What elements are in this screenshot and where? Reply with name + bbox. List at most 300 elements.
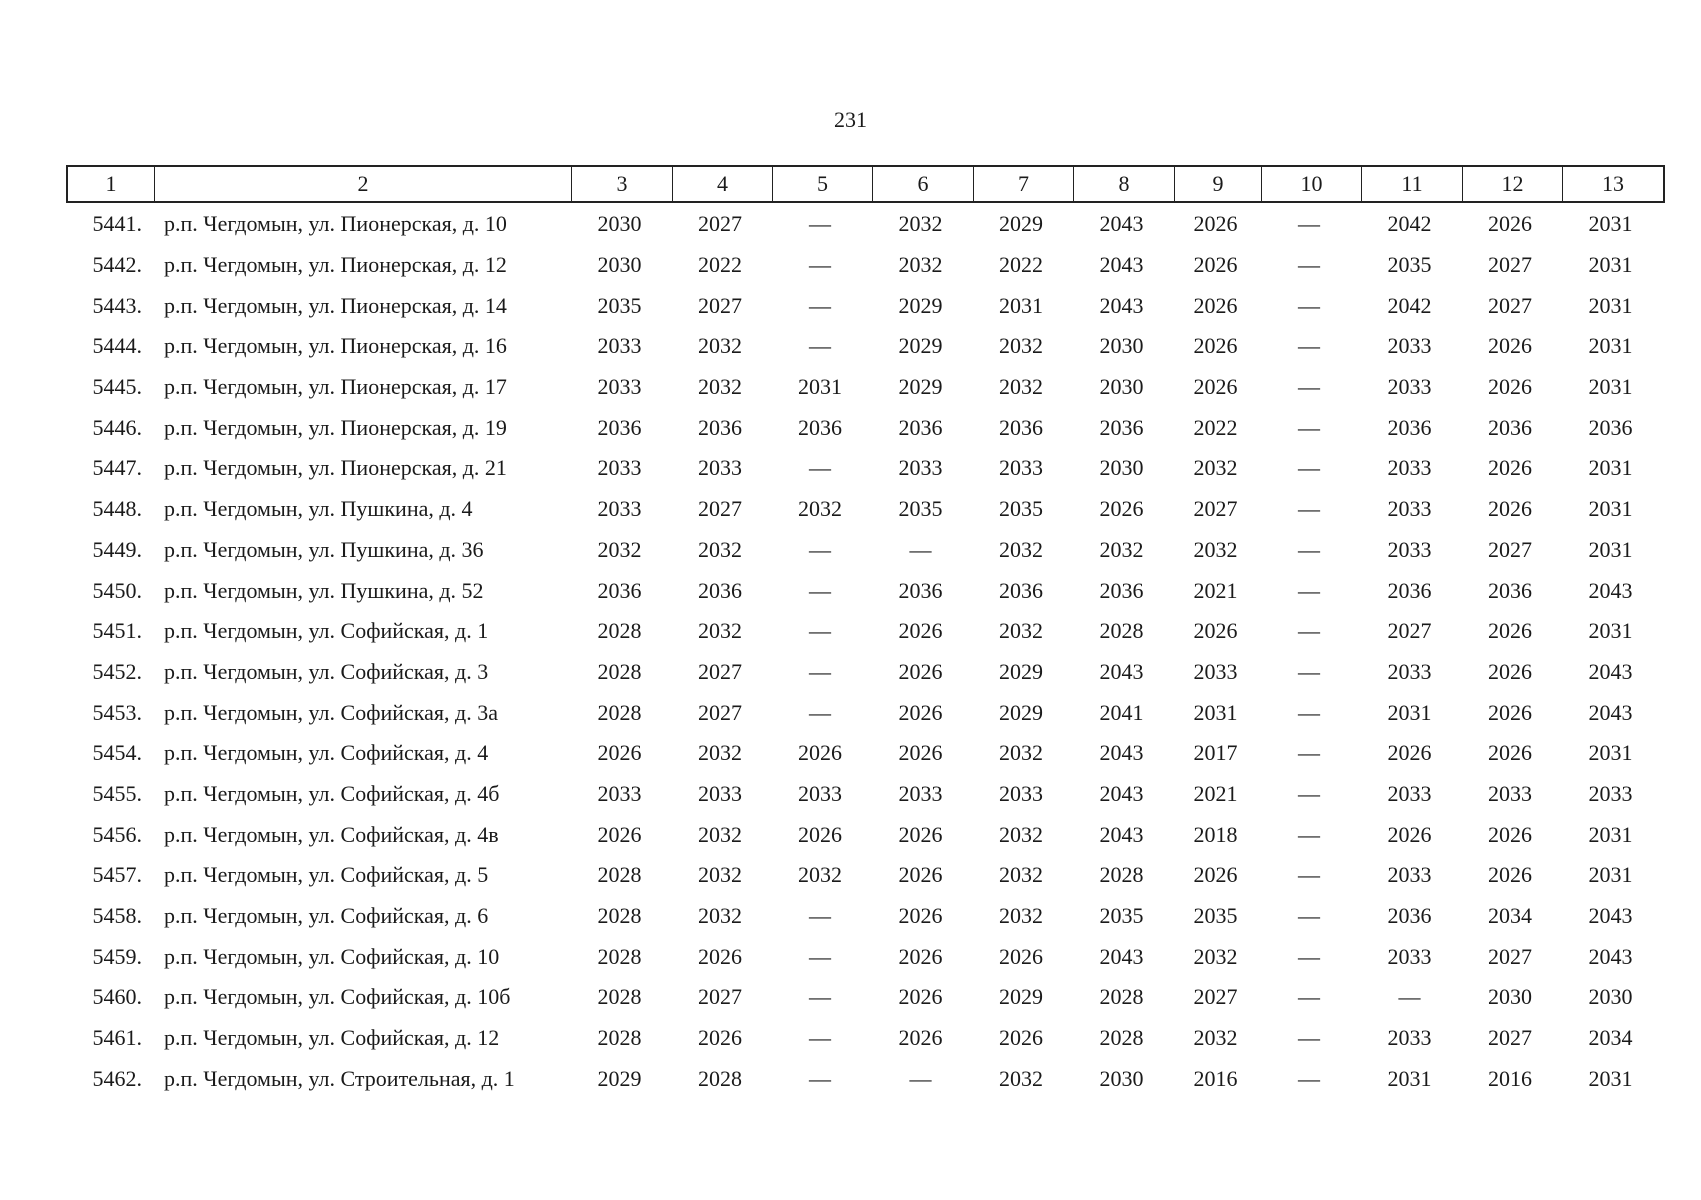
row-number: 5454. xyxy=(92,740,142,766)
cell-col-5: — xyxy=(809,984,831,1010)
row-address: р.п. Чегдомын, ул. Софийская, д. 4 xyxy=(164,740,489,766)
page-number: 231 xyxy=(834,107,867,132)
cell-col-13: 2033 xyxy=(1588,780,1633,806)
row-number: 5452. xyxy=(92,658,142,684)
cell-col-10: — xyxy=(1298,292,1320,318)
cell-col-12: 2034 xyxy=(1488,903,1532,929)
table-row xyxy=(66,1018,1661,1059)
cell-col-13: 2031 xyxy=(1588,211,1633,237)
cell-col-7: 2032 xyxy=(999,821,1043,847)
table-row xyxy=(66,326,1661,367)
cell-col-8: 2041 xyxy=(1099,699,1144,725)
cell-col-3: 2033 xyxy=(597,455,642,481)
cell-col-3: 2036 xyxy=(597,414,642,440)
cell-col-9: 2032 xyxy=(1193,536,1238,562)
cell-col-11: 2033 xyxy=(1387,496,1432,522)
cell-col-11: 2036 xyxy=(1387,577,1432,603)
cell-col-8: 2028 xyxy=(1099,862,1144,888)
cell-col-11: 2042 xyxy=(1387,211,1432,237)
cell-col-7: 2029 xyxy=(999,658,1043,684)
cell-col-13: 2031 xyxy=(1588,496,1633,522)
cell-col-7: 2026 xyxy=(999,1025,1043,1051)
column-header-4: 4 xyxy=(672,167,772,201)
cell-col-7: 2036 xyxy=(999,414,1043,440)
cell-col-9: 2026 xyxy=(1193,211,1238,237)
table-row xyxy=(66,530,1661,571)
cell-col-10: — xyxy=(1298,1025,1320,1051)
row-address: р.п. Чегдомын, ул. Софийская, д. 5 xyxy=(164,862,489,888)
table-row xyxy=(66,652,1661,693)
cell-col-12: 2026 xyxy=(1488,455,1532,481)
row-number: 5455. xyxy=(92,780,142,806)
column-header-7: 7 xyxy=(973,167,1073,201)
row-number: 5449. xyxy=(92,536,142,562)
row-number: 5443. xyxy=(92,292,142,318)
cell-col-3: 2028 xyxy=(597,984,642,1010)
row-number: 5441. xyxy=(92,211,142,237)
cell-col-7: 2029 xyxy=(999,984,1043,1010)
cell-col-13: 2030 xyxy=(1588,984,1633,1010)
cell-col-13: 2031 xyxy=(1588,740,1633,766)
cell-col-9: 2031 xyxy=(1193,699,1238,725)
cell-col-6: 2036 xyxy=(898,414,943,440)
cell-col-11: 2033 xyxy=(1387,943,1432,969)
cell-col-12: 2027 xyxy=(1488,1025,1532,1051)
cell-col-12: 2026 xyxy=(1488,862,1532,888)
cell-col-9: 2033 xyxy=(1193,658,1238,684)
cell-col-6: 2032 xyxy=(898,252,943,278)
cell-col-11: 2026 xyxy=(1387,821,1432,847)
cell-col-13: 2031 xyxy=(1588,821,1633,847)
cell-col-4: 2028 xyxy=(698,1065,742,1091)
cell-col-9: 2022 xyxy=(1193,414,1238,440)
row-address: р.п. Чегдомын, ул. Пионерская, д. 16 xyxy=(164,333,507,359)
cell-col-13: 2043 xyxy=(1588,943,1633,969)
table-row xyxy=(66,774,1661,815)
row-address: р.п. Чегдомын, ул. Пионерская, д. 17 xyxy=(164,374,507,400)
cell-col-8: 2043 xyxy=(1099,740,1144,766)
cell-col-5: 2036 xyxy=(798,414,842,440)
cell-col-3: 2028 xyxy=(597,1025,642,1051)
cell-col-12: 2027 xyxy=(1488,536,1532,562)
cell-col-13: 2031 xyxy=(1588,618,1633,644)
row-address: р.п. Чегдомын, ул. Пионерская, д. 10 xyxy=(164,211,507,237)
cell-col-13: 2043 xyxy=(1588,577,1633,603)
row-address: р.п. Чегдомын, ул. Пионерская, д. 19 xyxy=(164,414,507,440)
cell-col-7: 2032 xyxy=(999,903,1043,929)
cell-col-3: 2032 xyxy=(597,536,642,562)
cell-col-9: 2026 xyxy=(1193,618,1238,644)
table-row xyxy=(66,814,1661,855)
row-address: р.п. Чегдомын, ул. Софийская, д. 3а xyxy=(164,699,498,725)
cell-col-5: — xyxy=(809,1065,831,1091)
cell-col-3: 2028 xyxy=(597,903,642,929)
table-row xyxy=(66,245,1661,286)
cell-col-7: 2035 xyxy=(999,496,1043,522)
cell-col-10: — xyxy=(1298,780,1320,806)
column-header-5: 5 xyxy=(772,167,872,201)
cell-col-5: — xyxy=(809,1025,831,1051)
cell-col-5: — xyxy=(809,618,831,644)
cell-col-6: 2029 xyxy=(898,292,943,318)
cell-col-8: 2043 xyxy=(1099,252,1144,278)
cell-col-10: — xyxy=(1298,862,1320,888)
column-header-13: 13 xyxy=(1562,167,1663,201)
cell-col-9: 2032 xyxy=(1193,1025,1238,1051)
cell-col-7: 2032 xyxy=(999,1065,1043,1091)
cell-col-9: 2016 xyxy=(1193,1065,1238,1091)
cell-col-11: 2033 xyxy=(1387,780,1432,806)
cell-col-8: 2030 xyxy=(1099,333,1144,359)
cell-col-12: 2033 xyxy=(1488,780,1532,806)
cell-col-12: 2026 xyxy=(1488,658,1532,684)
cell-col-11: 2031 xyxy=(1387,1065,1432,1091)
cell-col-3: 2035 xyxy=(597,292,642,318)
cell-col-8: 2035 xyxy=(1099,903,1144,929)
cell-col-7: 2032 xyxy=(999,740,1043,766)
cell-col-10: — xyxy=(1298,333,1320,359)
cell-col-9: 2027 xyxy=(1193,496,1238,522)
cell-col-11: 2033 xyxy=(1387,1025,1432,1051)
row-number: 5461. xyxy=(92,1025,142,1051)
cell-col-9: 2032 xyxy=(1193,455,1238,481)
row-number: 5447. xyxy=(92,455,142,481)
cell-col-8: 2026 xyxy=(1099,496,1144,522)
cell-col-9: 2026 xyxy=(1193,333,1238,359)
cell-col-6: 2033 xyxy=(898,455,943,481)
cell-col-6: 2026 xyxy=(898,862,943,888)
cell-col-7: 2036 xyxy=(999,577,1043,603)
cell-col-11: 2031 xyxy=(1387,699,1432,725)
table-row xyxy=(66,733,1661,774)
cell-col-8: 2030 xyxy=(1099,1065,1144,1091)
cell-col-5: 2033 xyxy=(798,780,842,806)
column-header-11: 11 xyxy=(1361,167,1462,201)
cell-col-13: 2036 xyxy=(1588,414,1633,440)
cell-col-4: 2032 xyxy=(698,903,742,929)
column-header-8: 8 xyxy=(1073,167,1174,201)
cell-col-11: 2033 xyxy=(1387,862,1432,888)
cell-col-10: — xyxy=(1298,903,1320,929)
cell-col-3: 2026 xyxy=(597,740,642,766)
cell-col-11: 2033 xyxy=(1387,536,1432,562)
cell-col-3: 2029 xyxy=(597,1065,642,1091)
cell-col-12: 2016 xyxy=(1488,1065,1532,1091)
cell-col-5: — xyxy=(809,903,831,929)
row-address: р.п. Чегдомын, ул. Софийская, д. 10б xyxy=(164,984,511,1010)
cell-col-4: 2032 xyxy=(698,821,742,847)
cell-col-10: — xyxy=(1298,374,1320,400)
table-row xyxy=(66,855,1661,896)
cell-col-5: — xyxy=(809,943,831,969)
cell-col-6: 2033 xyxy=(898,780,943,806)
row-address: р.п. Чегдомын, ул. Пушкина, д. 36 xyxy=(164,536,484,562)
cell-col-5: 2026 xyxy=(798,740,842,766)
cell-col-8: 2036 xyxy=(1099,577,1144,603)
cell-col-3: 2028 xyxy=(597,943,642,969)
table-row xyxy=(66,367,1661,408)
table-row xyxy=(66,692,1661,733)
cell-col-8: 2043 xyxy=(1099,943,1144,969)
cell-col-9: 2018 xyxy=(1193,821,1238,847)
cell-col-13: 2031 xyxy=(1588,292,1633,318)
cell-col-9: 2035 xyxy=(1193,903,1238,929)
cell-col-6: 2032 xyxy=(898,211,943,237)
cell-col-9: 2032 xyxy=(1193,943,1238,969)
cell-col-9: 2026 xyxy=(1193,374,1238,400)
cell-col-8: 2028 xyxy=(1099,984,1144,1010)
table-row xyxy=(66,1058,1661,1099)
row-address: р.п. Чегдомын, ул. Софийская, д. 6 xyxy=(164,903,489,929)
row-address: р.п. Чегдомын, ул. Софийская, д. 4в xyxy=(164,821,499,847)
cell-col-10: — xyxy=(1298,536,1320,562)
cell-col-5: — xyxy=(809,333,831,359)
cell-col-6: — xyxy=(909,1065,932,1091)
cell-col-12: 2026 xyxy=(1488,821,1532,847)
cell-col-9: 2027 xyxy=(1193,984,1238,1010)
cell-col-5: 2032 xyxy=(798,496,842,522)
cell-col-4: 2032 xyxy=(698,536,742,562)
table-row xyxy=(66,570,1661,611)
cell-col-4: 2027 xyxy=(698,211,742,237)
cell-col-8: 2036 xyxy=(1099,414,1144,440)
cell-col-12: 2026 xyxy=(1488,740,1532,766)
row-number: 5460. xyxy=(92,984,142,1010)
cell-col-7: 2031 xyxy=(999,292,1043,318)
cell-col-6: 2026 xyxy=(898,821,943,847)
cell-col-5: — xyxy=(809,577,831,603)
cell-col-4: 2033 xyxy=(698,780,742,806)
cell-col-8: 2043 xyxy=(1099,211,1144,237)
cell-col-10: — xyxy=(1298,211,1320,237)
cell-col-3: 2033 xyxy=(597,333,642,359)
cell-col-13: 2031 xyxy=(1588,536,1633,562)
cell-col-6: 2026 xyxy=(898,943,943,969)
table-row xyxy=(66,977,1661,1018)
cell-col-4: 2027 xyxy=(698,658,742,684)
cell-col-4: 2032 xyxy=(698,618,742,644)
cell-col-6: 2026 xyxy=(898,740,943,766)
cell-col-11: 2033 xyxy=(1387,374,1432,400)
cell-col-11: 2033 xyxy=(1387,333,1432,359)
cell-col-4: 2026 xyxy=(698,1025,742,1051)
cell-col-9: 2026 xyxy=(1193,292,1238,318)
cell-col-9: 2021 xyxy=(1193,577,1238,603)
cell-col-10: — xyxy=(1298,496,1320,522)
cell-col-3: 2033 xyxy=(597,780,642,806)
cell-col-9: 2026 xyxy=(1193,252,1238,278)
cell-col-3: 2028 xyxy=(597,862,642,888)
cell-col-6: 2026 xyxy=(898,1025,943,1051)
row-address: р.п. Чегдомын, ул. Строительная, д. 1 xyxy=(164,1065,515,1091)
column-header-12: 12 xyxy=(1462,167,1562,201)
cell-col-11: 2033 xyxy=(1387,455,1432,481)
cell-col-3: 2033 xyxy=(597,496,642,522)
cell-col-3: 2028 xyxy=(597,699,642,725)
row-address: р.п. Чегдомын, ул. Пушкина, д. 4 xyxy=(164,496,473,522)
cell-col-5: — xyxy=(809,536,831,562)
row-number: 5458. xyxy=(92,903,142,929)
cell-col-10: — xyxy=(1298,1065,1320,1091)
cell-col-11: 2036 xyxy=(1387,903,1432,929)
cell-col-9: 2026 xyxy=(1193,862,1238,888)
cell-col-7: 2033 xyxy=(999,780,1043,806)
table-row xyxy=(66,896,1661,937)
cell-col-6: 2026 xyxy=(898,903,943,929)
cell-col-8: 2030 xyxy=(1099,455,1144,481)
cell-col-12: 2027 xyxy=(1488,292,1532,318)
row-address: р.п. Чегдомын, ул. Софийская, д. 1 xyxy=(164,618,489,644)
cell-col-6: 2029 xyxy=(898,333,943,359)
cell-col-10: — xyxy=(1298,740,1320,766)
cell-col-7: 2026 xyxy=(999,943,1043,969)
row-address: р.п. Чегдомын, ул. Пионерская, д. 12 xyxy=(164,252,507,278)
cell-col-13: 2043 xyxy=(1588,658,1633,684)
cell-col-10: — xyxy=(1298,984,1320,1010)
cell-col-3: 2026 xyxy=(597,821,642,847)
cell-col-4: 2022 xyxy=(698,252,742,278)
cell-col-11: 2026 xyxy=(1387,740,1432,766)
cell-col-6: — xyxy=(909,536,932,562)
column-header-2: 2 xyxy=(154,167,571,201)
cell-col-7: 2029 xyxy=(999,211,1043,237)
column-header-1: 1 xyxy=(105,171,117,196)
cell-col-4: 2032 xyxy=(698,740,742,766)
cell-col-7: 2032 xyxy=(999,333,1043,359)
cell-col-11: — xyxy=(1398,984,1421,1010)
cell-col-9: 2021 xyxy=(1193,780,1238,806)
cell-col-4: 2026 xyxy=(698,943,742,969)
column-header-3: 3 xyxy=(571,167,672,201)
cell-col-5: 2031 xyxy=(798,374,842,400)
cell-col-5: — xyxy=(809,292,831,318)
cell-col-10: — xyxy=(1298,455,1320,481)
row-number: 5442. xyxy=(92,252,142,278)
cell-col-8: 2028 xyxy=(1099,1025,1144,1051)
cell-col-8: 2043 xyxy=(1099,780,1144,806)
cell-col-11: 2027 xyxy=(1387,618,1432,644)
cell-col-4: 2027 xyxy=(698,496,742,522)
cell-col-4: 2032 xyxy=(698,374,742,400)
cell-col-13: 2031 xyxy=(1588,862,1633,888)
cell-col-5: — xyxy=(809,252,831,278)
cell-col-12: 2026 xyxy=(1488,496,1532,522)
cell-col-13: 2043 xyxy=(1588,699,1633,725)
table-row xyxy=(66,611,1661,652)
cell-col-10: — xyxy=(1298,943,1320,969)
cell-col-13: 2031 xyxy=(1588,374,1633,400)
row-number: 5456. xyxy=(92,821,142,847)
cell-col-6: 2026 xyxy=(898,984,943,1010)
cell-col-13: 2031 xyxy=(1588,455,1633,481)
row-address: р.п. Чегдомын, ул. Пионерская, д. 14 xyxy=(164,292,507,318)
cell-col-10: — xyxy=(1298,821,1320,847)
cell-col-3: 2028 xyxy=(597,658,642,684)
cell-col-10: — xyxy=(1298,252,1320,278)
cell-col-10: — xyxy=(1298,618,1320,644)
cell-col-11: 2042 xyxy=(1387,292,1432,318)
cell-col-13: 2034 xyxy=(1588,1025,1633,1051)
row-address: р.п. Чегдомын, ул. Софийская, д. 12 xyxy=(164,1025,500,1051)
cell-col-10: — xyxy=(1298,658,1320,684)
cell-col-4: 2027 xyxy=(698,292,742,318)
row-number: 5450. xyxy=(92,577,142,603)
cell-col-7: 2032 xyxy=(999,618,1043,644)
cell-col-10: — xyxy=(1298,414,1320,440)
column-header-10: 10 xyxy=(1261,167,1361,201)
row-number: 5453. xyxy=(92,699,142,725)
row-address: р.п. Чегдомын, ул. Софийская, д. 10 xyxy=(164,943,500,969)
cell-col-5: — xyxy=(809,658,831,684)
cell-col-4: 2027 xyxy=(698,699,742,725)
cell-col-7: 2033 xyxy=(999,455,1043,481)
cell-col-5: 2032 xyxy=(798,862,842,888)
cell-col-9: 2017 xyxy=(1193,740,1238,766)
cell-col-13: 2031 xyxy=(1588,1065,1633,1091)
table-row xyxy=(66,407,1661,448)
cell-col-7: 2022 xyxy=(999,252,1043,278)
table-row xyxy=(66,285,1661,326)
row-address: р.п. Чегдомын, ул. Софийская, д. 4б xyxy=(164,780,500,806)
cell-col-11: 2033 xyxy=(1387,658,1432,684)
row-number: 5444. xyxy=(92,333,142,359)
cell-col-12: 2026 xyxy=(1488,618,1532,644)
row-number: 5448. xyxy=(92,496,142,522)
row-number: 5445. xyxy=(92,374,142,400)
cell-col-6: 2026 xyxy=(898,699,943,725)
cell-col-5: — xyxy=(809,211,831,237)
row-number: 5457. xyxy=(92,862,142,888)
cell-col-8: 2028 xyxy=(1099,618,1144,644)
cell-col-12: 2027 xyxy=(1488,252,1532,278)
row-number: 5451. xyxy=(92,618,142,644)
cell-col-4: 2036 xyxy=(698,414,742,440)
cell-col-6: 2029 xyxy=(898,374,943,400)
table-body xyxy=(66,204,1661,1099)
cell-col-4: 2032 xyxy=(698,333,742,359)
cell-col-12: 2026 xyxy=(1488,333,1532,359)
cell-col-13: 2043 xyxy=(1588,903,1633,929)
row-address: р.п. Чегдомын, ул. Пушкина, д. 52 xyxy=(164,577,484,603)
table-row xyxy=(66,489,1661,530)
table-row xyxy=(66,448,1661,489)
cell-col-12: 2027 xyxy=(1488,943,1532,969)
cell-col-4: 2032 xyxy=(698,862,742,888)
cell-col-6: 2035 xyxy=(898,496,943,522)
cell-col-3: 2030 xyxy=(597,211,642,237)
cell-col-12: 2026 xyxy=(1488,699,1532,725)
cell-col-13: 2031 xyxy=(1588,252,1633,278)
table-header xyxy=(66,165,1665,203)
cell-col-11: 2036 xyxy=(1387,414,1432,440)
cell-col-13: 2031 xyxy=(1588,333,1633,359)
cell-col-3: 2033 xyxy=(597,374,642,400)
cell-col-6: 2026 xyxy=(898,658,943,684)
table-row xyxy=(66,936,1661,977)
cell-col-8: 2030 xyxy=(1099,374,1144,400)
cell-col-12: 2036 xyxy=(1488,414,1532,440)
column-header-6: 6 xyxy=(872,167,973,201)
cell-col-3: 2028 xyxy=(597,618,642,644)
cell-col-7: 2029 xyxy=(999,699,1043,725)
cell-col-7: 2032 xyxy=(999,374,1043,400)
row-address: р.п. Чегдомын, ул. Пионерская, д. 21 xyxy=(164,455,507,481)
cell-col-7: 2032 xyxy=(999,536,1043,562)
cell-col-4: 2036 xyxy=(698,577,742,603)
cell-col-12: 2026 xyxy=(1488,211,1532,237)
table-row xyxy=(66,204,1661,245)
cell-col-10: — xyxy=(1298,699,1320,725)
